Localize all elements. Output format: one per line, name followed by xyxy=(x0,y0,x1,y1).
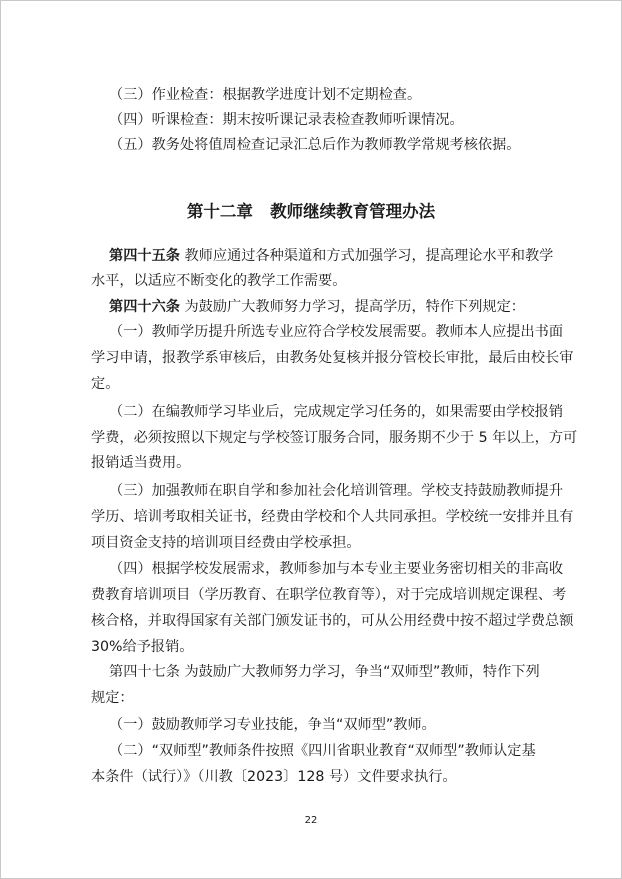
article-label: 第四十五条 xyxy=(109,248,180,264)
article-text: 教师应通过各种渠道和方式加强学习，提高理论水平和教学 xyxy=(179,248,554,264)
paragraph-line: （三）加强教师在职自学和参加社会化培训管理。学校支持鼓励教师提升 xyxy=(109,483,564,499)
paragraph-line: （二）在编教师学习毕业后，完成规定学习任务的，如果需要由学校报销 xyxy=(109,404,564,420)
paragraph-line: 核合格，并取得国家有关部门颁发证书的，可从公用经费中按不超过学费总额 xyxy=(91,613,574,629)
chapter-title: 第十二章 教师继续教育管理办法 xyxy=(186,202,436,221)
paragraph-line: 项目资金支持的培训项目经费由学校承担。 xyxy=(91,535,361,551)
paragraph-line: 水平，以适应不断变化的教学工作需要。 xyxy=(91,273,347,289)
paragraph-line: 学历、培训考取相关证书，经费由学校和个人共同承担。学校统一安排并且有 xyxy=(91,509,574,525)
article-46-line xyxy=(109,298,579,316)
paragraph-line: 第四十七条 为鼓励广大教师努力学习，争当“双师型”教师，特作下列 xyxy=(109,664,540,680)
paragraph-line: 定。 xyxy=(91,376,120,392)
paragraph-line: （一）教师学历提升所选专业应符合学校发展需要。教师本人应提出书面 xyxy=(109,324,564,340)
article-label: 第四十六条 xyxy=(109,299,180,315)
paragraph-line: （五）教务处将值周检查记录汇总后作为教师教学常规考核依据。 xyxy=(109,137,521,153)
paragraph-line: 学习申请，报教学系审核后，由教务处复核并报分管校长审批，最后由校长审 xyxy=(91,350,574,366)
paragraph-line: 费教育培训项目（学历教育、在职学位教育等），对于完成培训规定课程、考 xyxy=(91,587,567,603)
page-number: 22 xyxy=(304,815,318,826)
paragraph-line: 报销适当费用。 xyxy=(91,455,191,471)
paragraph-line: 30%给予报销。 xyxy=(91,639,194,655)
paragraph-line: （四）根据学校发展需求，教师参加与本专业主要业务密切相关的非高收 xyxy=(109,561,564,577)
paragraph-line: 学费，必须按照以下规定与学校签订服务合同，服务期不少于 5 年以上，方可 xyxy=(91,430,578,446)
paragraph-line: （四）听课检查：期末按听课记录表检查教师听课情况。 xyxy=(109,112,464,128)
paragraph-line: （一）鼓励教师学习专业技能，争当“双师型”教师。 xyxy=(109,717,436,733)
paragraph-line: （三）作业检查：根据教学进度计划不定期检查。 xyxy=(109,87,422,103)
paragraph-line: 本条件（试行）》（川教〔2023〕128 号）文件要求执行。 xyxy=(91,769,457,785)
paragraph-line: （二）“双师型”教师条件按照《四川省职业教育“双师型”教师认定基 xyxy=(109,743,536,759)
article-text: 为鼓励广大教师努力学习，提高学历，特作下列规定： xyxy=(179,299,525,315)
article-45-line xyxy=(109,247,579,265)
paragraph-line: 规定： xyxy=(91,690,134,706)
